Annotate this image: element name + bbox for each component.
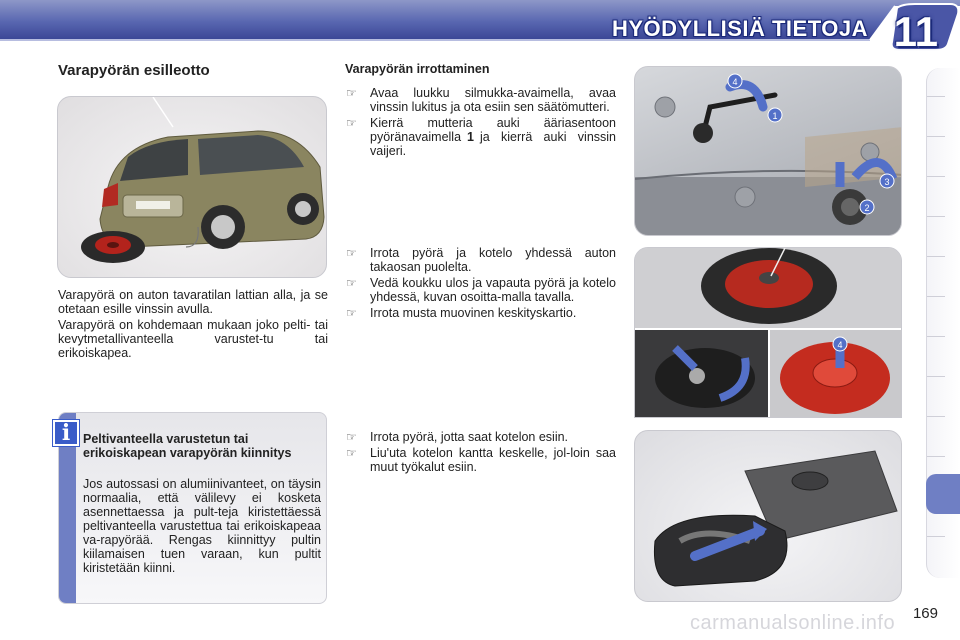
info-icon: i	[53, 420, 79, 446]
chapter-title: HYÖDYLLISIÄ TIETOJA	[611, 16, 868, 41]
tab-divider	[927, 216, 945, 217]
figure-label: 3	[884, 177, 890, 187]
hand-pointer-icon: ☞	[346, 306, 357, 320]
info-box-title: Peltivanteella varustetun tai erikoiskapean varapyörän kiinnitys	[83, 432, 292, 460]
page-number: 169	[912, 605, 938, 622]
hand-pointer-icon: ☞	[346, 116, 357, 130]
watermark: carmanualsonline.info	[690, 612, 896, 634]
tool-number: 1	[467, 130, 474, 144]
list-item: ☞ Avaa luukku silmukka-avaimella, avaa vinssin lukitus ja ota esiin sen säätömutteri.	[346, 86, 616, 114]
spare-type-text: Varapyörä on kohdemaan mukaan joko pelti- tai kevytmetallivanteella varustet-tu tai erikoiskapea.	[58, 318, 328, 360]
tab-divider	[927, 96, 945, 97]
figure-label: 4	[837, 340, 843, 350]
wheel-release-figure	[634, 247, 902, 418]
tab-divider	[927, 376, 945, 377]
info-box-text: Jos autossasi on alumiinivanteet, on täysin normaalia, että välilevy ei kosketa asennettaessa ja pult-teja kiristettäessä peltivanteella varustettua tai erikoiskapeaa va-rapyörää. Rengas kiinnittyy pultin kiilamaisen tuen varaan, kun pultit kiristetään kiinni.	[83, 477, 321, 575]
list-item: ☞ Liu'uta kotelon kantta keskelle, jol-loin saa muut työkalut esiin.	[346, 446, 616, 474]
wheel-release-illustration	[635, 248, 902, 418]
figure-label: 4	[732, 77, 738, 87]
car-illustration	[58, 97, 327, 278]
wheel-release-steps-list	[346, 246, 616, 322]
tab-divider	[927, 416, 945, 417]
tab-divider	[927, 256, 945, 257]
tab-divider	[927, 176, 945, 177]
list-item: ☞ Irrota pyörä, jotta saat kotelon esiin.	[346, 430, 569, 444]
removal-title: Varapyörän irrottaminen	[345, 62, 490, 76]
toolbox-illustration	[635, 431, 902, 602]
figure-label: 2	[864, 203, 870, 213]
chapter-number: 11	[893, 8, 938, 55]
hand-pointer-icon: ☞	[346, 86, 357, 100]
tab-divider	[927, 336, 945, 337]
tab-divider	[927, 136, 945, 137]
active-chapter-tab[interactable]	[926, 474, 960, 514]
list-item: ☞ Irrota musta muovinen keskityskartio.	[346, 306, 577, 320]
toolbox-steps-list	[346, 430, 616, 476]
hand-pointer-icon: ☞	[346, 446, 357, 460]
tab-divider	[927, 536, 945, 537]
figure-label: 1	[772, 111, 778, 121]
winch-illustration	[635, 67, 902, 236]
car-spare-wheel-figure	[57, 96, 327, 278]
hand-pointer-icon: ☞	[346, 246, 357, 260]
removal-steps-list	[346, 86, 616, 160]
list-item: ☞ Vedä koukku ulos ja vapauta pyörä ja kotelo yhdessä, kuvan osoitta-malla tavalla.	[346, 276, 616, 304]
hand-pointer-icon: ☞	[346, 430, 357, 444]
list-item: ☞ Irrota pyörä ja kotelo yhdessä auton takaosan puolelta.	[346, 246, 616, 274]
spare-location-text: Varapyörä on auton tavaratilan lattian alla, ja se otetaan esille vinssin avulla.	[58, 288, 328, 316]
tab-divider	[927, 296, 945, 297]
list-item: ☞ Kierrä mutteria auki ääriasentoon pyöränavaimella 1 ja kierrä auki vinssin vaijeri.	[346, 116, 616, 158]
winch-key-figure	[634, 66, 902, 236]
section-title: Varapyörän esilleotto	[58, 62, 210, 79]
tab-divider	[927, 456, 945, 457]
toolbox-figure	[634, 430, 902, 602]
hand-pointer-icon: ☞	[346, 276, 357, 290]
